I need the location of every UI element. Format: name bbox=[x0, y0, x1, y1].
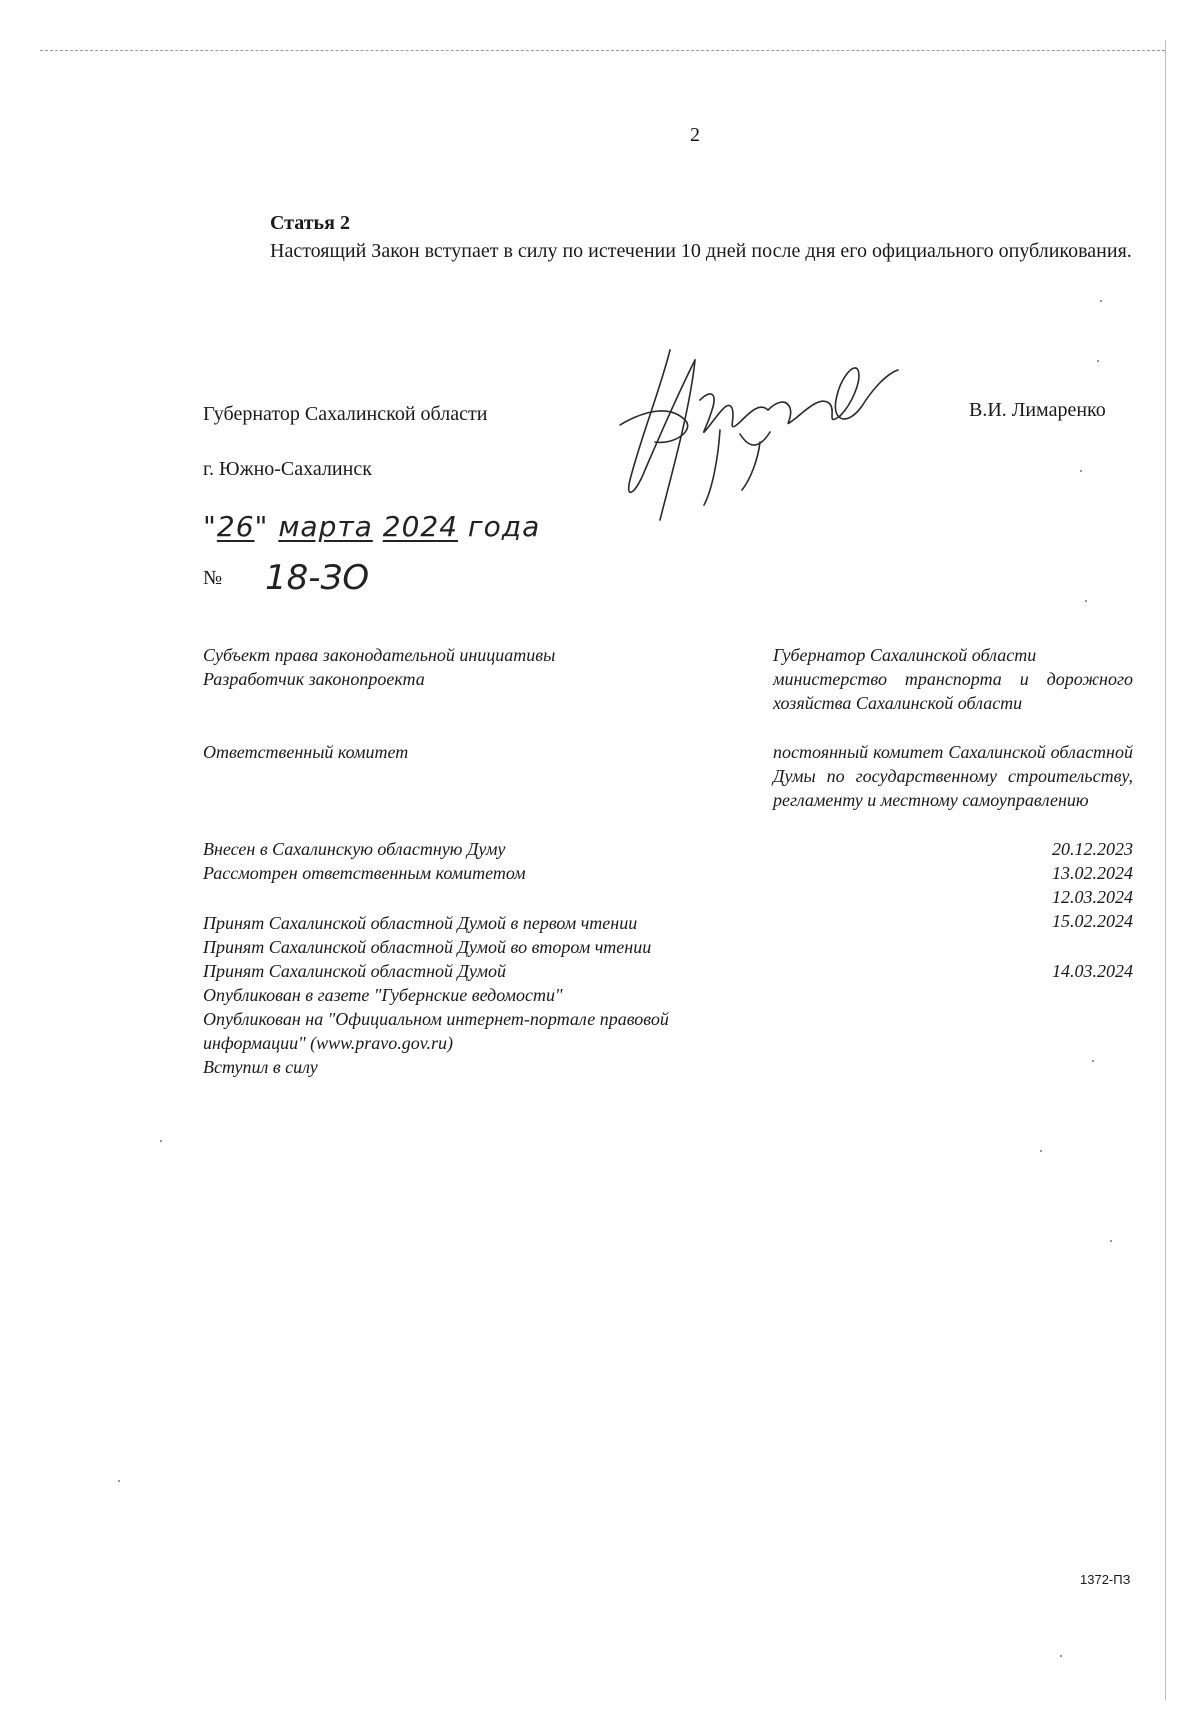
effective-label: Вступил в силу bbox=[203, 1057, 318, 1077]
scan-speck bbox=[1110, 1240, 1112, 1242]
developer-label: Разработчик законопроекта bbox=[203, 669, 425, 689]
submitted-label: Внесен в Сахалинскую областную Думу bbox=[203, 839, 506, 859]
reviewed-date-1: 13.02.2024 bbox=[1052, 863, 1133, 883]
article-title: Статья 2 bbox=[270, 212, 350, 234]
quote-open: " bbox=[203, 510, 217, 543]
article-text: Настоящий Закон вступает в силу по истечении 10 дней после дня его официального опубликования. bbox=[270, 240, 1132, 262]
page-number: 2 bbox=[690, 124, 700, 146]
subject-label: Субъект права законодательной инициативы bbox=[203, 645, 556, 665]
date-year: 2024 bbox=[382, 510, 459, 543]
adopted-label: Принят Сахалинской областной Думой bbox=[203, 961, 507, 981]
scan-speck bbox=[1060, 1655, 1062, 1657]
first-reading-date: 15.02.2024 bbox=[1052, 911, 1133, 931]
date-year-word: года bbox=[467, 510, 541, 543]
footer-code: 1372-ПЗ bbox=[1080, 1572, 1131, 1587]
developer-value: министерство транспорта и дорожного хозяйства Сахалинской области bbox=[773, 669, 1133, 713]
committee-value: постоянный комитет Сахалинской областной Думы по государственному строительству, регламенту и местному самоуправлению bbox=[773, 742, 1133, 810]
governor-title: Губернатор Сахалинской области bbox=[203, 403, 488, 425]
scan-speck bbox=[118, 1480, 120, 1482]
reviewed-label: Рассмотрен ответственным комитетом bbox=[203, 863, 526, 883]
scan-speck bbox=[1100, 300, 1102, 302]
reviewed-date-2: 12.03.2024 bbox=[1052, 887, 1133, 907]
governor-name: В.И. Лимаренко bbox=[969, 399, 1106, 421]
city: г. Южно-Сахалинск bbox=[203, 458, 372, 480]
published-portal-label-1: Опубликован на "Официальном интернет-портале правовой bbox=[203, 1009, 669, 1029]
scan-speck bbox=[160, 1140, 162, 1142]
scan-speck bbox=[1040, 1150, 1042, 1152]
governor-signature bbox=[600, 330, 920, 570]
date-day: 26 bbox=[216, 510, 255, 543]
first-reading-label: Принят Сахалинской областной Думой в первом чтении bbox=[203, 913, 638, 933]
scan-edge-right bbox=[1165, 40, 1166, 1700]
scan-speck bbox=[1080, 470, 1082, 472]
adopted-date: 14.03.2024 bbox=[1052, 961, 1133, 981]
date-month: марта bbox=[278, 510, 373, 543]
quote-close: " bbox=[254, 510, 279, 543]
law-number: 18-ЗО bbox=[265, 558, 370, 598]
published-gazette-label: Опубликован в газете "Губернские ведомости" bbox=[203, 985, 563, 1005]
scan-speck bbox=[1097, 360, 1099, 362]
scan-speck bbox=[1092, 1060, 1094, 1062]
handwritten-date bbox=[203, 510, 540, 543]
number-sign: № bbox=[203, 567, 223, 589]
scan-edge-top bbox=[40, 50, 1165, 51]
committee-label: Ответственный комитет bbox=[203, 742, 409, 762]
published-portal-label-2: информации" (www.pravo.gov.ru) bbox=[203, 1033, 453, 1053]
subject-value: Губернатор Сахалинской области bbox=[773, 645, 1037, 665]
submitted-date: 20.12.2023 bbox=[1052, 839, 1133, 859]
second-reading-label: Принят Сахалинской областной Думой во втором чтении bbox=[203, 937, 652, 957]
scan-speck bbox=[1085, 600, 1087, 602]
